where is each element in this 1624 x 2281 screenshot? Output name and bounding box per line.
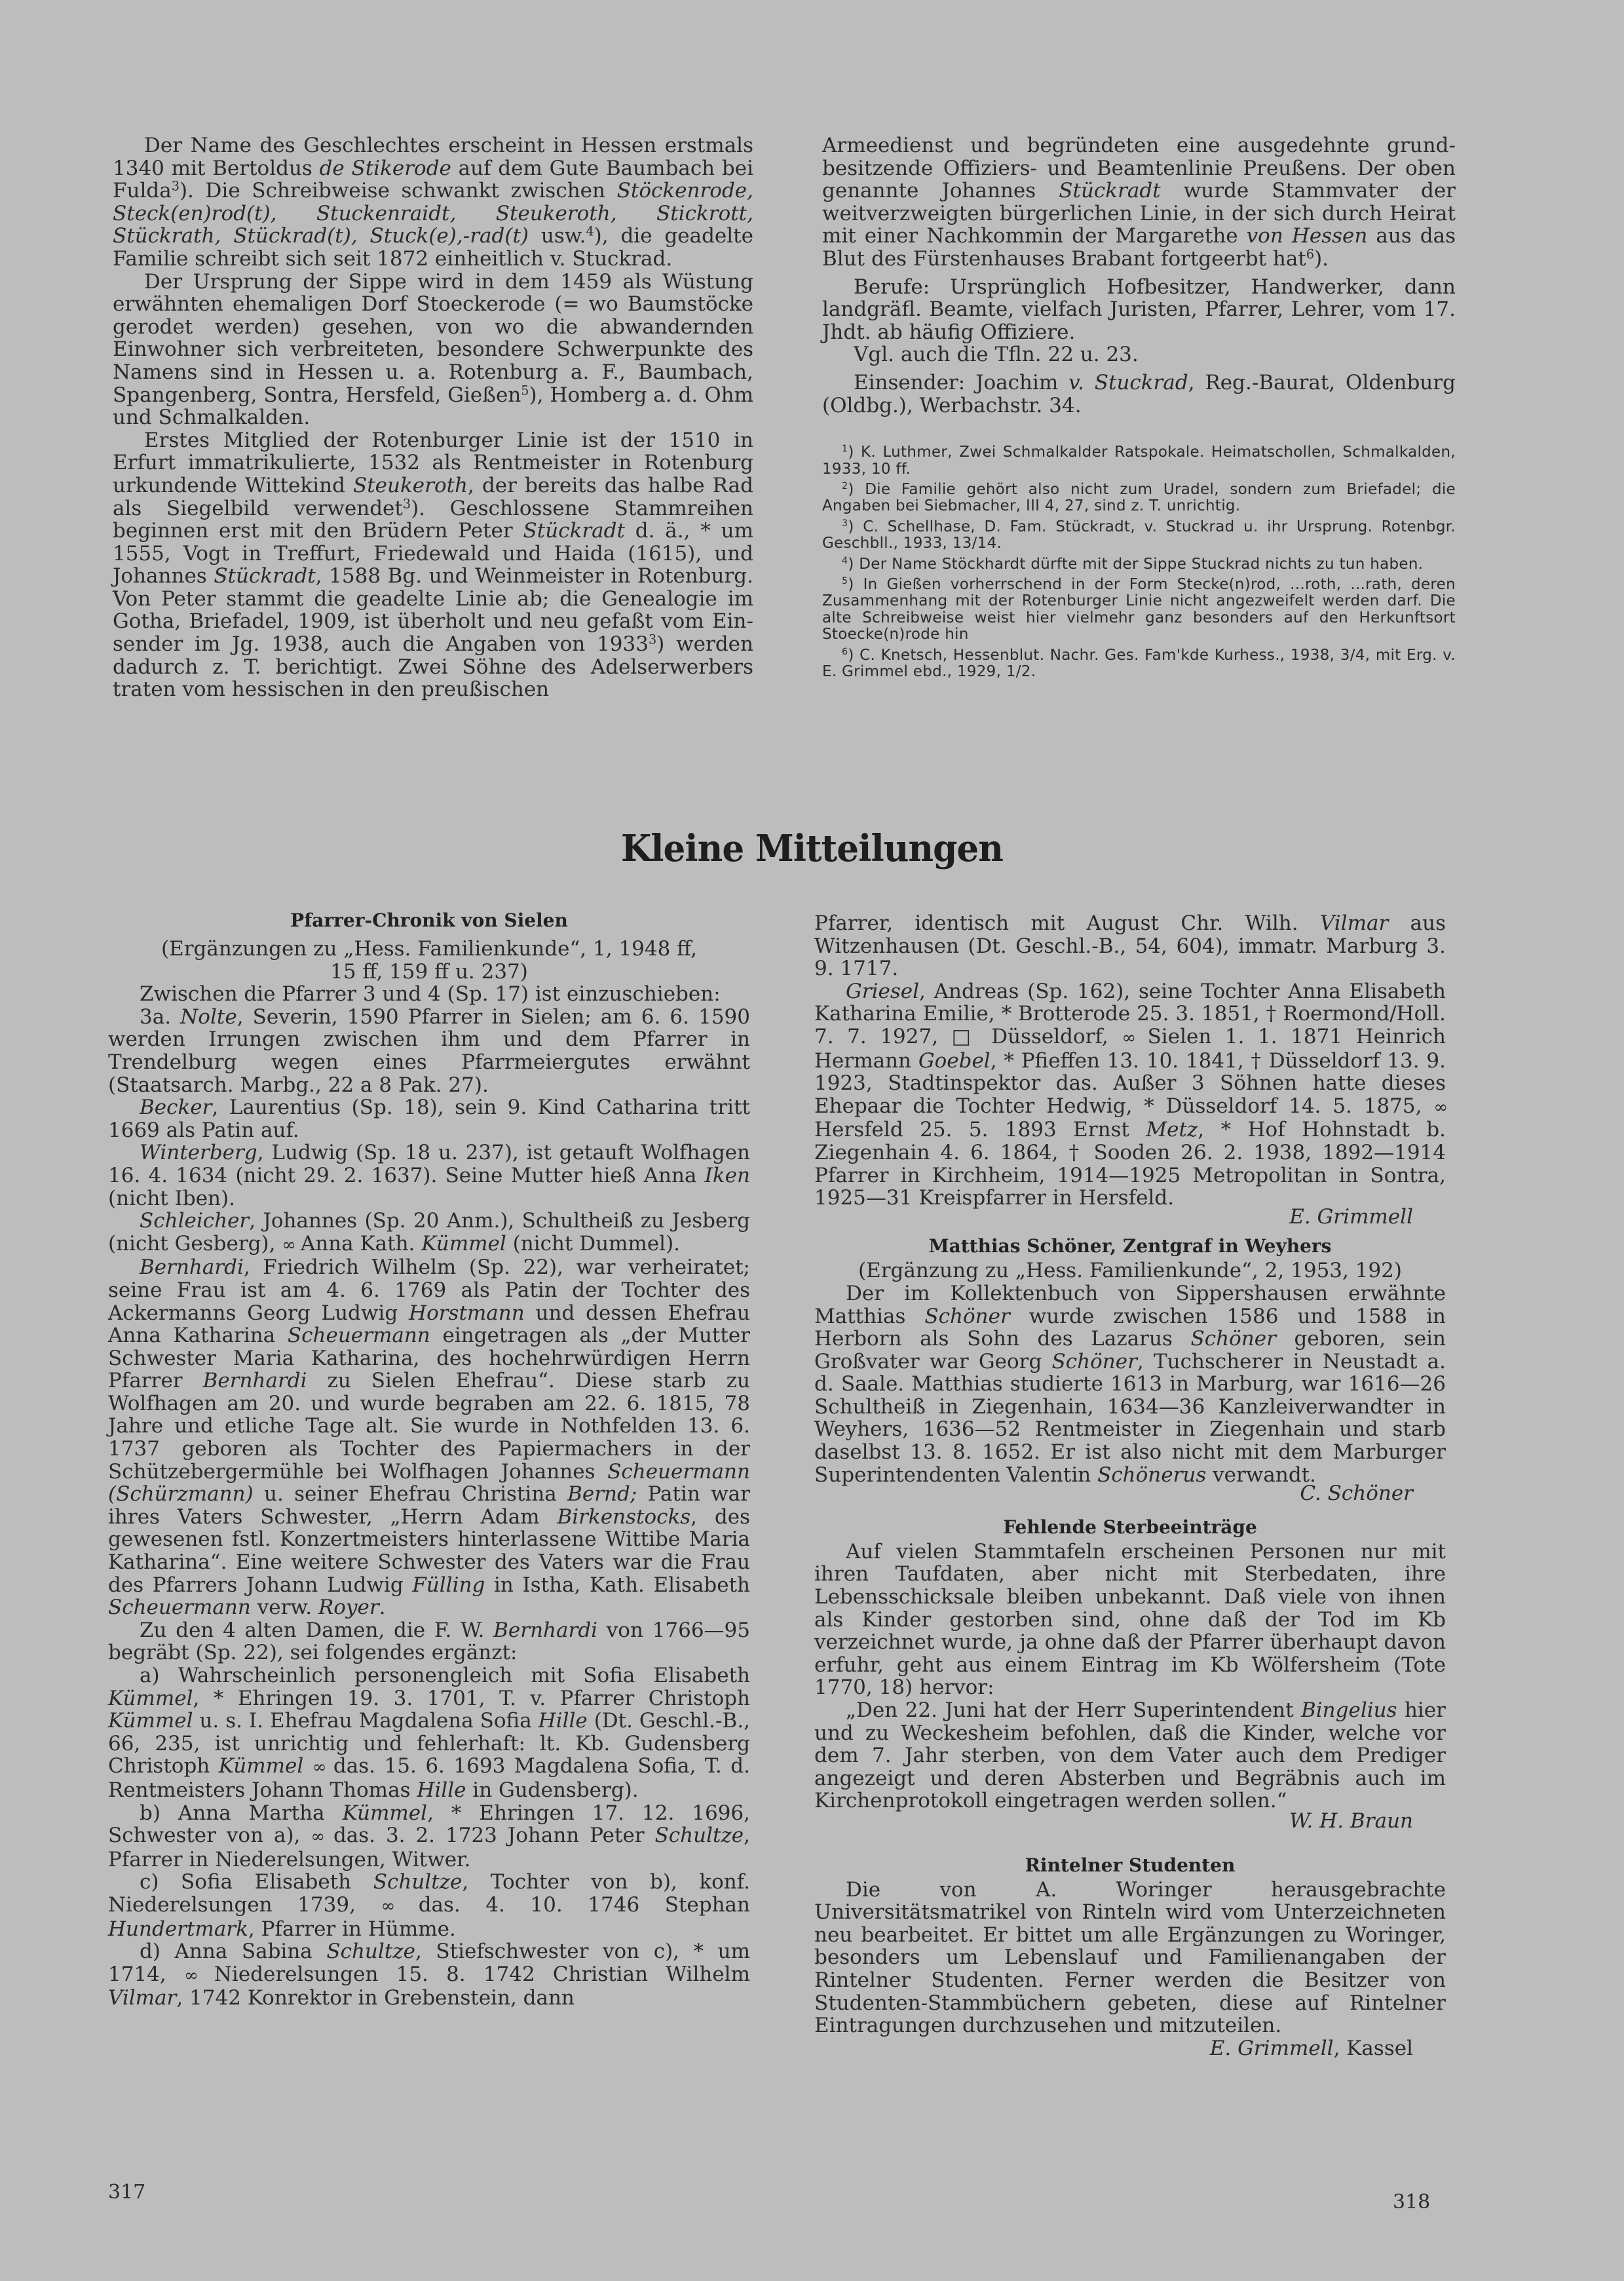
paragraph-rotenburg-line: Erstes Mitglied der Rotenburger Linie ist der 1510 in Erfurt immatrikulierte, 1532 als Rentmeister in Rotenburg urkundende Wittekind Steukeroth, der bereits das halbe Rad als Siegelbild verwendet$^3$). Geschlossene Stammreihen beginnen erst mit den Brüdern Peter Stückradt d. ä., * um 1555, Vogt in Treffurt, Friedewald und Haida (1615), und Johannes Stückradt, 1588 Bg. und Weinmeister in Rotenburg. Von Peter stammt die geadelte Linie ab; die Genealogie im Gotha, Briefadel, 1909, ist überholt und neu gefaßt vom Einsender im Jg. 1938, auch die Angaben von 1933$^3$) werden dadurch z. T. berichtigt. Zwei Söhne des Adelserwerbers traten vom hessischen in den preußischen (113, 428, 754, 702)
footnote-6: $^6$) C. Knetsch, Hessenblut. Nachr. Ges. Fam'kde Kurhess., 1938, 3/4, mit Erg. v. E. Grimmel ebd., 1929, 1/2. (822, 646, 1456, 680)
article-subtitle-schoener: (Ergänzung zu „Hess. Familienkunde“, 2, 1953, 192) (858, 1259, 1402, 1283)
paragraph-intro: Zwischen die Pfarrer 3 und 4 (Sp. 17) ist einzuschieben: (140, 982, 721, 1006)
entry-d: d) Anna Sabina Schultze, Stiefschwester von c), * um 1714, ∞ Niederelsungen 15. 8. 1742 Christian Wilhelm Vilmar, 1742 Konrektor in Grebenstein, dann (108, 1940, 751, 2010)
paragraph-vgl: Vgl. auch die Tfln. 22 u. 23. (854, 343, 1139, 367)
entry-b: b) Anna Martha Kümmel, * Ehringen 17. 12. 1696, Schwester von a), ∞ das. 3. 2. 1723 Johann Peter Schultze, Pfarrer in Niederelsungen, Witwer. (108, 1801, 750, 1871)
article-subtitle-pfarrer-chronik: (Ergänzungen zu „Hess. Familienkunde“, 1, 1948 ff, 15 ff, 159 ff u. 237) (161, 937, 697, 984)
paragraph-rinteln: Die von A. Woringer herausgebrachte Universitätsmatrikel von Rinteln wird vom Unterzeichneten neu bearbeitet. Er bittet um alle Ergänzungen zu Woringer, besonders um Lebenslauf und Familienangaben der Rintelner Studenten. Ferner werden die Besitzer von Studenten-Stammbüchern gebeten, diese auf Rintelner Eintragungen durchzusehen und mitzuteilen. (814, 1877, 1446, 2038)
entry-griesel: Griesel, Andreas (Sp. 162), seine Tochter Anna Elisabeth Katharina Emilie, * Brotterode 25. 3. 1851, † Roermond/Holl. 7. 7. 1927, □ Düsseldorf, ∞ Sielen 1. 1. 1871 Heinrich Hermann Goebel, * Pfieffen 13. 10. 1841, † Düsseldorf 13. 9. 1923, Stadtinspektor das. Außer 3 Söhnen hatte dieses Ehepaar die Tochter Hedwig, * Düsseldorf 14. 5. 1875, ∞ Hersfeld 25. 5. 1893 Ernst Metz, * Hof Hohnstadt b. Ziegenhain 4. 6. 1864, † Sooden 26. 2. 1938, 1892—1914 Pfarrer in Kirchheim, 1914—1925 Metropolitan in Sontra, 1925—31 Kreispfarrer in Hersfeld. (814, 979, 1446, 1210)
footnote-5: $^5$) In Gießen vorherrschend in der Form Stecke(n)rod, ...roth, ...rath, deren Zusammenhang mit der Rotenburger Linie nicht angezweifelt werden darf. Die alte Schreibweise weist hier vielmehr ganz besonders auf den Herkunftsort Stoecke(n)rode hin (822, 575, 1456, 643)
marriage-icon: ∞ (311, 1827, 324, 1847)
paragraph-prussian-line: Armeedienst und begründeten eine ausgedehnte grundbesitzende Offiziers- und Beamtenlinie Preußens. Der oben genannte Johannes Stückradt wurde Stammvater der weitverzweigten bürgerlichen Linie, in der sich durch Heirat mit einer Nachkommin der Margarethe von Hessen aus das Blut des Fürstenhauses Brabant fortgeerbt hat$^6$). (822, 134, 1456, 271)
paragraph-origin: Der Ursprung der Sippe wird in dem 1459 als Wüstung erwähnten ehemaligen Dorf Stoeckerode (= wo Baumstöcke gerodet werden) gesehen, von wo die abwandernden Einwohner sich verbreiteten, besondere Schwerpunkte des Namens sind in Hessen u. a. Rotenburg a. F., Baumbach, Spangenberg, Sontra, Hersfeld, Gießen$^5$), Homberg a. d. Ohm und Schmalkalden. (113, 269, 754, 430)
marriage-icon: ∞ (312, 1757, 325, 1778)
entry-winterberg: Winterberg, Ludwig (Sp. 18 u. 237), ist getauft Wolfhagen 16. 4. 1634 (nicht 29. 2. 1637). Seine Mutter hieß Anna Iken (nicht Iben). (108, 1141, 750, 1210)
entry-d-continued: Pfarrer, identisch mit August Chr. Wilh. Vilmar aus Witzenhausen (Dt. Geschl.-B., 54, 604), immatr. Marburg 3. 9. 1717. (814, 911, 1446, 981)
footnote-1: $^1$) K. Luthmer, Zwei Schmalkalder Ratspokale. Heimatschollen, Schmalkalden, 1933, 10 ff. (822, 444, 1456, 478)
marriage-icon: ∞ (1122, 1027, 1134, 1048)
bottom-right-column (814, 912, 1446, 2060)
section-title: Kleine Mitteilungen (620, 827, 1004, 870)
entry-bernhardi: Bernhardi, Friedrich Wilhelm (Sp. 22), war verheiratet; seine Frau ist am 4. 6. 1769 als Patin der Tochter des Ackermanns Georg Ludwig Horstmann und dessen Ehefrau Anna Katharina Scheuermann eingetragen als „der Mutter Schwester Maria Katharina, des hochehrwürdigen Herrn Pfarrer Bernhardi zu Sielen Ehefrau“. Diese starb zu Wolfhagen am 20. und wurde begraben am 22. 6. 1815, 78 Jahre und etliche Tage alt. Sie wurde in Nothfelden 13. 6. 1737 geboren als Tochter des Papiermachers in der Schützebergermühle bei Wolfhagen Johannes Scheuermann (Schürzmann) u. seiner Ehefrau Christina Bernd; Patin war ihres Vaters Schwester, „Herrn Adam Birkenstocks, des gewesenen fstl. Konzertmeisters hinterlassene Wittibe Maria Katharina“. Eine weitere Schwester des Vaters war die Frau des Pfarrers Johann Ludwig Fülling in Istha, Kath. Elisabeth Scheuermann verw. Royer. (108, 1256, 751, 1620)
quote-bingelius: „Den 22. Juni hat der Herr Superintendent Bingelius hier und zu Weckesheim befohlen, daß die Kinder, welche vor dem 7. Jahr sterben, von dem Vater auch dem Prediger angezeigt und deren Absterben und Begräbnis auch im Kirchenprotokoll eingetragen werden sollen.“ (814, 1698, 1446, 1813)
entry-a: a) Wahrscheinlich personengleich mit Sofia Elisabeth Kümmel, * Ehringen 19. 3. 1701, T. v. Pfarrer Christoph Kümmel u. s. I. Ehefrau Magdalena Sofia Hille (Dt. Geschl.-B., 66, 235, ist unrichtig und fehlerhaft: lt. Kb. Gudensberg Christoph Kümmel ∞ das. 15. 6. 1693 Magdalena Sofia, T. d. Rentmeisters Johann Thomas Hille in Gudensberg). (108, 1664, 750, 1802)
article-title-schoener: Matthias Schöner, Zentgraf in Weyhers (928, 1235, 1332, 1257)
footnote-2: $^2$) Die Familie gehört also nicht zum Uradel, sondern zum Briefadel; die Angaben bei Siebmacher, III 4, 27, sind z. T. unrichtig. (822, 480, 1456, 515)
paragraph-name-origin: Der Name des Geschlechtes erscheint in Hessen erstmals 1340 mit Bertoldus de Stikerode auf dem Gute Baumbach bei Fulda$^3$). Die Schreibweise schwankt zwischen Stöckenrode, Steck(en)rod(t), Stuckenraidt, Steukeroth, Stickrott, Stückrath, Stückrad(t), Stuck(e),-rad(t) usw.$^4$), die geadelte Familie schreibt sich seit 1872 einheitlich v. Stuckrad. (113, 134, 753, 271)
entry-becker: Becker, Laurentius (Sp. 18), sein 9. Kind Catharina tritt 1669 als Patin auf. (108, 1096, 750, 1142)
paragraph-einsender: Einsender: Joachim v. Stuckrad, Reg.-Baurat, Oldenburg (Oldbg.), Werbachstr. 34. (822, 370, 1456, 417)
article-title-rinteln: Rintelner Studenten (1025, 1854, 1236, 1876)
marriage-icon: ∞ (381, 1896, 394, 1916)
entry-c: c) Sofia Elisabeth Schultze, Tochter von b), konf. Niederelsungen 1739, ∞ das. 4. 10. 1746 Stephan Hundertmark, Pfarrer in Hümme. (108, 1870, 750, 1941)
signature-grimmell-1: E. Grimmell (1289, 1204, 1413, 1229)
marriage-icon: ∞ (282, 1235, 294, 1255)
burial-icon: □ (951, 1024, 978, 1048)
footnote-4: $^4$) Der Name Stöckhardt dürfte mit der Sippe Stuckrad nichts zu tun haben. (842, 555, 1424, 573)
article-title-pfarrer-chronik: Pfarrer-Chronik von Sielen (290, 910, 568, 931)
footnote-3: $^3$) C. Schellhase, D. Fam. Stückradt, v. Stuckrad u. ihr Ursprung. Rotenbgr. Geschbll., 1933, 13/14. (822, 518, 1456, 552)
entry-four-ladies: Zu den 4 alten Damen, die F. W. Bernhardi von 1766—95 begräbt (Sp. 22), sei folgendes ergänzt: (108, 1618, 750, 1665)
article-title-sterbeeintraege: Fehlende Sterbeeinträge (1003, 1516, 1257, 1538)
top-left-column (113, 134, 753, 701)
signature-braun: W. H. Braun (1289, 1809, 1413, 1833)
page-number-left: 317 (108, 2181, 146, 2204)
signature-grimmell-kassel: E. Grimmell, Kassel (1209, 2036, 1413, 2060)
marriage-icon: ∞ (1433, 1097, 1446, 1117)
signature-schoener: C. Schöner (1300, 1482, 1413, 1506)
paragraph-berufe: Berufe: Ursprünglich Hofbesitzer, Handwerker, dann landgräfl. Beamte, vielfach Juristen, Pfarrer, Lehrer, vom 17. Jhdt. ab häufig Offiziere. (822, 275, 1456, 344)
page-number-right: 318 (1393, 2191, 1431, 2214)
paragraph-sterbeeintraege: Auf vielen Stammtafeln erscheinen Personen nur mit ihren Taufdaten, aber nicht mit Sterbedaten, ihre Lebensschicksale bleiben unbekannt. Daß viele von ihnen als Kinder gestorben sind, ohne daß der Tod im Kb verzeichnet wurde, ja ohne daß der Pfarrer überhaupt davon erfuhr, geht aus einem Eintrag im Kb Wölfersheim (Tote 1770, 18) hervor: (814, 1539, 1446, 1700)
bottom-left-column (108, 908, 750, 2010)
entry-schleicher: Schleicher, Johannes (Sp. 20 Anm.), Schultheiß zu Jesberg (nicht Gesberg), ∞ Anna Kath. Kümmel (nicht Dummel). (108, 1209, 750, 1256)
marriage-icon: ∞ (183, 1965, 197, 1985)
paragraph-schoener: Der im Kollektenbuch von Sippershausen erwähnte Matthias Schöner wurde zwischen 1586 und 1588 in Herborn als Sohn des Lazarus Schöner geboren, sein Großvater war Georg Schöner, Tuchscherer in Neustadt a. d. Saale. Matthias studierte 1613 in Marburg, war 1616—26 Schultheiß in Ziegenhain, 1634—36 Kanzleiverwandter in Weyhers, 1636—52 Rentmeister in Ziegenhain und starb daselbst 13. 8. 1652. Er ist also nicht mit dem Marburger Superintendenten Valentin Schönerus verwandt. (814, 1281, 1446, 1487)
footnotes (822, 444, 1456, 680)
top-right-column (822, 134, 1456, 684)
entry-nolte: 3a. Nolte, Severin, 1590 Pfarrer in Sielen; am 6. 6. 1590 werden Irrungen zwischen ihm und dem Pfarrer in Trendelburg wegen eines Pfarrmeiergutes erwähnt (Staatsarch. Marbg., 22 a 8 Pak. 27). (108, 1005, 750, 1097)
